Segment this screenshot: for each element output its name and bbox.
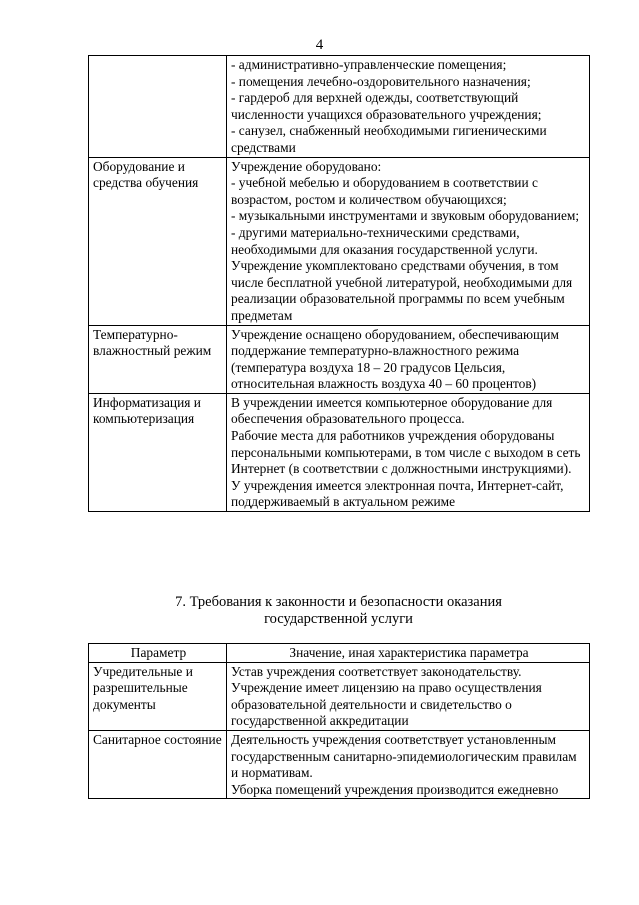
column-header-value: Значение, иная характеристика параметра bbox=[227, 644, 590, 663]
table-row bbox=[89, 662, 590, 730]
value-cell bbox=[227, 662, 590, 730]
section-heading: 7. Требования к законности и безопасности оказания государственной услуги bbox=[175, 594, 502, 627]
value-text: Учреждение оборудовано: - учебной мебелью и оборудованием в соответствии с возрастом, ростом и количеством обучающихся; - музыкальными инструментами и звуковым оборудованием; - другими материально-техническими средствами, необходимыми для оказания государственной услуги. Учреждение укомплектовано средствами обучения, в том числе бесплатной учебной литературой, необходимыми для реализации образовательной программы по всем учебным предметам bbox=[231, 158, 580, 323]
value-cell bbox=[227, 730, 590, 798]
parameter-text: Санитарное состояние bbox=[93, 731, 222, 747]
table-header-row bbox=[89, 644, 590, 663]
parameter-cell bbox=[89, 662, 227, 730]
value-cell bbox=[227, 325, 590, 393]
value-text: - административно-управленческие помещения; - помещения лечебно-оздоровительного назначения; - гардероб для верхней одежды, соответствующий численности учащихся образовательного учреждения; - санузел, снабженный необходимыми гигиеническими средствами bbox=[231, 57, 547, 155]
table-row bbox=[89, 56, 590, 158]
column-header-parameter: Параметр bbox=[89, 644, 227, 663]
parameter-text: Информатизация и компьютеризация bbox=[93, 394, 201, 427]
value-text: Учреждение оснащено оборудованием, обеспечивающим поддержание температурно-влажностного режима (температура воздуха 18 – 20 градусов Цельсия, относительная влажность воздуха 40 – 60 процентов) bbox=[231, 326, 559, 392]
table-row bbox=[89, 157, 590, 325]
table-row bbox=[89, 730, 590, 798]
table-row bbox=[89, 325, 590, 393]
value-cell bbox=[227, 157, 590, 325]
conditions-table bbox=[88, 55, 590, 512]
value-text: Устав учреждения соответствует законодательству. Учреждение имеет лицензию на право осуществления образовательной деятельности и свидетельство о государственной аккредитации bbox=[231, 663, 542, 729]
parameter-cell bbox=[89, 56, 227, 158]
parameter-cell bbox=[89, 393, 227, 511]
legality-safety-table bbox=[88, 643, 590, 799]
page-number: 4 bbox=[315, 37, 324, 53]
parameter-text: Учредительные и разрешительные документы bbox=[93, 663, 193, 712]
parameter-cell bbox=[89, 157, 227, 325]
parameter-cell bbox=[89, 325, 227, 393]
value-cell bbox=[227, 56, 590, 158]
parameter-text: Оборудование и средства обучения bbox=[93, 158, 199, 191]
parameter-cell bbox=[89, 730, 227, 798]
value-text: В учреждении имеется компьютерное оборудование для обеспечения образовательного процесса. Рабочие места для работников учреждения оборудованы персональными компьютерами, в том числе с выходом в сеть Интернет (в соответствии с должностными инструкциями). У учреждения имеется электронная почта, Интернет-сайт, поддерживаемый в актуальном режиме bbox=[231, 394, 581, 510]
value-text: Деятельность учреждения соответствует установленным государственным санитарно-эпидемиологическим правилам и нормативам. Уборка помещений учреждения производится ежедневно bbox=[231, 731, 577, 797]
table-row bbox=[89, 393, 590, 511]
value-cell bbox=[227, 393, 590, 511]
parameter-text: Температурно-влажностный режим bbox=[93, 326, 212, 359]
